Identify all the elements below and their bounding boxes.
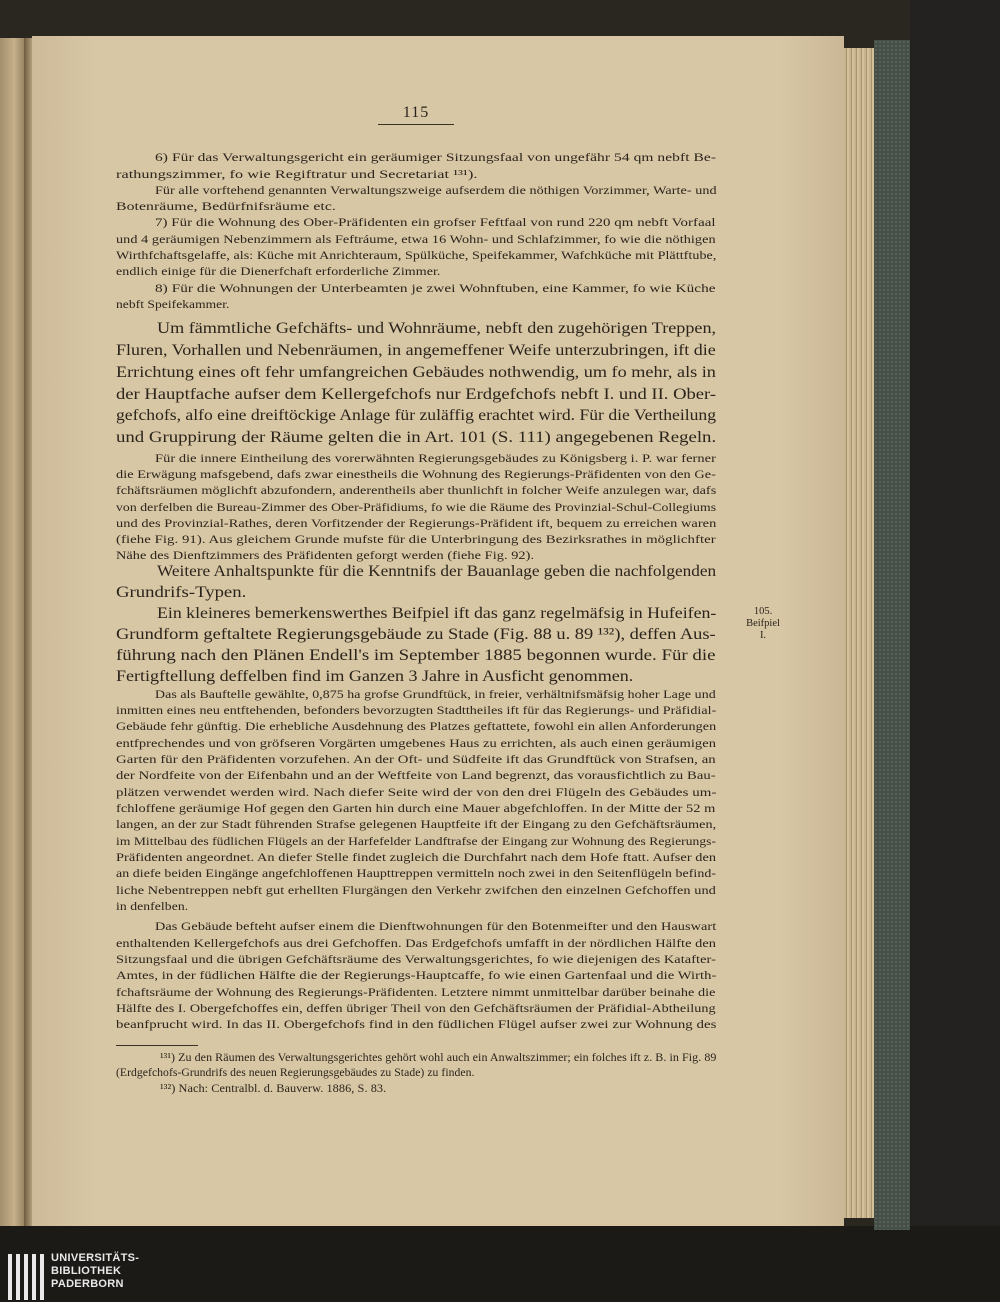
text-line: und Gruppirung der Räume gelten die in Art. 101 (S. 111) angegebenen Regeln. <box>116 427 717 446</box>
text-line: Sitzungsfaal und die übrigen Gefchäftsräume des Verwaltungsgerichtes, fo wie diejenigen des Katafter- <box>116 953 716 966</box>
library-logo <box>0 1250 160 1302</box>
text-line: rathungszimmer, fo wie Regiftratur und Secretariat ¹³¹). <box>116 168 478 181</box>
text-line: Das Gebäude befteht aufser einem die Dienftwohnungen für den Botenmeifter und den Hauswart <box>155 920 717 933</box>
text-line: ¹³²) Nach: Centralbl. d. Bauverw. 1886, S. 83. <box>160 1082 387 1095</box>
text-line: von derfelben die Bureau-Zimmer des Ober-Präfidiums, fo wie die Räume des Provinzial-Schul-Collegiums <box>116 501 717 514</box>
text-line: und 4 geräumigen Nebenzimmern als Feftráume, etwa 16 Wohn- und Schlafzimmer, fo wie die nöthigen <box>116 233 716 246</box>
text-line: langen, an der zur Stadt führenden Strafse gelegenen Hauptfeite ift der Eingang zu den Gefchäftsräumen, <box>116 818 717 831</box>
text-line: der Hauptfache aufser dem Kellergefchofs nur Erdgefchofs nebft I. und II. Ober- <box>116 384 717 403</box>
text-line: gefchofs, alfo eine dreiftöckige Anlage für zuläffig erachtet wird. Für die Vertheilung <box>116 405 717 424</box>
text-line: 7) Für die Wohnung des Ober-Präfidenten ein grofser Feftfaal von rund 220 qm nebft Vorfaal <box>155 216 716 229</box>
margin-note <box>743 606 783 642</box>
text-line: Wirthfchaftsgelaffe, als: Küche mit Anrichteraum, Spülküche, Speifekammer, Wafchküche mit Plättftube, <box>116 249 717 262</box>
text-line: (fiehe Fig. 91). Aus gleichem Grunde mufste für die Unterbringung des Bezirksrathes in möglichfter <box>116 533 716 546</box>
text-line: führung nach den Plänen Endell's im September 1885 begonnen wurde. Für die <box>116 645 716 664</box>
text-line: an diefe beiden Eingänge angefchloffenen Haupttreppen vermitteln noch zwei in den Seitenflügeln befind- <box>116 867 717 880</box>
text-line: Garten für den Präfidenten vorzufehen. An der Oft- und Südfeite ift das Grundftück von Strafsen, an <box>116 753 716 766</box>
text-line: Um fämmtliche Gefchäfts- und Wohnräume, nebft den zugehörigen Treppen, <box>157 318 717 337</box>
book-gutter <box>24 38 32 1226</box>
text-line: im Mittelbau des füdlichen Flügels an der Harfefelder Landftrafse der Eingang zur Wohnung des Regierungs- <box>116 835 717 848</box>
text-line: fchloffene geräumige Hof gegen den Garten hin durch eine Mauer abgefchloffen. In der Mitte der 52 m <box>116 802 716 815</box>
logo-line-2: BIBLIOTHEK <box>51 1265 122 1277</box>
text-line: Präfidenten angeordnet. An diefer Stelle findet zugleich die Durchfahrt nach dem Hofe ftatt. Aufser den <box>116 851 717 864</box>
text-line: Für die innere Eintheilung des vorerwähnten Regierungsgebäudes zu Königsberg i. P. war ferner <box>155 452 716 465</box>
text-line: ¹³¹) Zu den Räumen des Verwaltungsgerichtes gehört wohl auch ein Anwaltszimmer; ein folches ift z. B. in Fig. 89 <box>160 1051 717 1064</box>
text-line: 8) Für die Wohnungen der Unterbeamten je zwei Wohnftuben, eine Kammer, fo wie Küche <box>155 282 716 295</box>
text-line: in denfelben. <box>116 900 189 913</box>
text-line: die Erwägung mafsgebend, dafs zwar einestheils die Wohnung des Regierungs-Präfidenten von den Ge- <box>116 468 716 481</box>
text-line: endlich einige für die Dienerfchaft erforderliche Zimmer. <box>116 265 441 278</box>
text-line: Grundrifs-Typen. <box>116 582 247 601</box>
margin-note-label: Beifpiel <box>746 618 780 629</box>
text-line: fchaftsräume der Wohnung des Regierungs-Präfidenten. Letztere nimmt unmittelbar darüber beinahe die <box>116 986 716 999</box>
page-edges <box>844 48 874 1218</box>
left-page-edge <box>0 38 24 1226</box>
text-line: Fertigftellung deffelben find im Ganzen 3 Jahre in Ausficht genommen. <box>116 666 634 685</box>
logo-line-3: PADERBORN <box>51 1278 124 1290</box>
text-line: Gebäude fehr günftig. Die erhebliche Ausdehnung des Platzes geftattete, fowohl ein allen Anforderungen <box>116 720 717 733</box>
text-line: 6) Für das Verwaltungsgericht ein geräumiger Sitzungsfaal von ungefähr 54 qm nebft Be- <box>155 151 717 164</box>
margin-note-roman: I. <box>759 630 767 641</box>
text-line: Amtes, in der füdlichen Hälfte die der Regierungs-Hauptcaffe, fo wie einen Gartenfaal und die Wirth- <box>116 969 717 982</box>
text-line: Für alle vorftehend genannten Verwaltungszweige aufserdem die nöthigen Vorzimmer, Warte- und <box>155 184 717 197</box>
margin-note-number: 105. <box>753 606 773 617</box>
text-line: Errichtung eines oft fehr umfangreichen Gebäudes nothwendig, um fo mehr, als in <box>116 362 716 381</box>
text-line: fchäftsräumen möglichft abzufondern, anderentheils aber thunlichft in folcher Weife anzulegen war, dafs <box>116 484 717 497</box>
text-line: (Erdgefchofs-Grundrifs des neuen Regierungsgebäudes zu Stade) zu finden. <box>116 1066 475 1079</box>
book-cover <box>874 40 910 1230</box>
text-line: und des Provinzial-Rathes, deren Vorfitzender der Regierungs-Präfident ift, bequem zu erreichen waren <box>116 517 717 530</box>
text-line: Hälfte des I. Obergefchoffes ein, deffen übriger Theil von den Gefchäftsräumen der Präfidial-Abtheilung <box>116 1002 716 1015</box>
text-line: plätzen verwendet werden wird. Nach diefer Seite wird der von den drei Flügeln des Gebäudes um- <box>116 786 717 799</box>
text-line: nebft Speifekammer. <box>116 298 230 311</box>
scan-background <box>910 0 1000 1226</box>
text-line: Das als Bauftelle gewählte, 0,875 ha grofse Grundftück, in freier, verhältnifsmäfsig hoher Lage und <box>155 688 716 701</box>
text-line: Grundform geftaltete Regierungsgebäude zu Stade (Fig. 88 u. 89 ¹³²), deffen Aus- <box>116 624 716 643</box>
text-line: Fluren, Vorhallen und Nebenräumen, in angemeffener Weife unterzubringen, ift die <box>116 340 716 359</box>
page-number: 115 <box>378 104 454 125</box>
text-line: Weitere Anhaltspunkte für die Kenntnifs der Bauanlage geben die nachfolgenden <box>157 561 717 580</box>
text-line: enthaltenden Kellergefchofs aus drei Gefchoffen. Das Erdgefchofs umfafft in der nördlichen Hälfte den <box>116 937 717 950</box>
text-line: inmitten eines neu entftehenden, befonders bevorzugten Stadttheiles ift für das Regierungs- und Präfidial- <box>116 704 717 717</box>
text-line: Botenräume, Bedürfnifsräume etc. <box>116 200 336 213</box>
text-line: entfprechendes und von gröfseren Vorgärten umgebenes Haus zu errichten, als auch einen geräumigen <box>116 737 717 750</box>
text-line: beanfprucht wird. In das II. Obergefchofs find in den füdlichen Flügel aufser zwei zur Wohnung des <box>116 1018 717 1031</box>
text-line: der Nordfeite von der Eifenbahn und an der Weftfeite von Land begrenzt, das vorausfichtlich zu Bau- <box>116 769 716 782</box>
text-line: Nähe des Dienftzimmers des Präfidenten geforgt werden (fiehe Fig. 92). <box>116 549 535 562</box>
library-logo-icon <box>6 1250 46 1302</box>
footnote-rule <box>116 1045 198 1046</box>
text-line: Ein kleineres bemerkenswerthes Beifpiel ift das ganz regelmäfsig in Hufeifen- <box>157 603 717 622</box>
text-line: liche Nebentreppen nebft gut erhellten Flurgängen den Verkehr zwifchen den einzelnen Gefchoffen und <box>116 884 716 897</box>
logo-line-1: UNIVERSITÄTS- <box>51 1252 140 1264</box>
